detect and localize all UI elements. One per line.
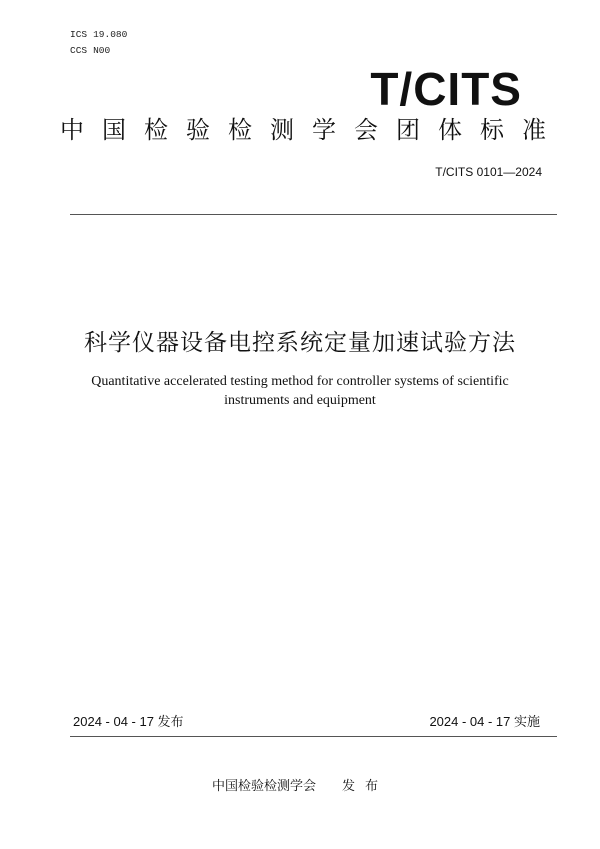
top-divider: [70, 214, 557, 215]
standard-number: T/CITS 0101—2024: [435, 165, 542, 179]
standard-type-title: 中国检验检测学会团体标准: [60, 116, 564, 144]
ccs-code: [70, 43, 127, 59]
ics-value: 19.080: [93, 29, 128, 40]
ics-code: [70, 27, 127, 43]
english-title-line-1: Quantitative accelerated testing method for controller systems of scientific: [91, 374, 509, 389]
ics-label: ICS: [70, 29, 88, 40]
bottom-divider: [70, 736, 557, 737]
document-title-english: [60, 372, 540, 410]
document-title-chinese: 科学仪器设备电控系统定量加速试验方法: [84, 330, 516, 356]
english-title-line-2: instruments and equipment: [224, 393, 376, 408]
classification-codes: [70, 27, 127, 59]
implementation-date: 2024 - 04 - 17 实施: [429, 714, 540, 729]
publisher-action: 发布: [342, 779, 389, 794]
publisher-name: 中国检验检测学会: [211, 779, 316, 794]
issue-date: 2024 - 04 - 17 发布: [73, 714, 184, 729]
ccs-value: N00: [93, 45, 111, 56]
ccs-label: CCS: [70, 45, 88, 56]
publisher-line: [0, 777, 600, 797]
brand-logo: T/CITS: [370, 63, 522, 115]
